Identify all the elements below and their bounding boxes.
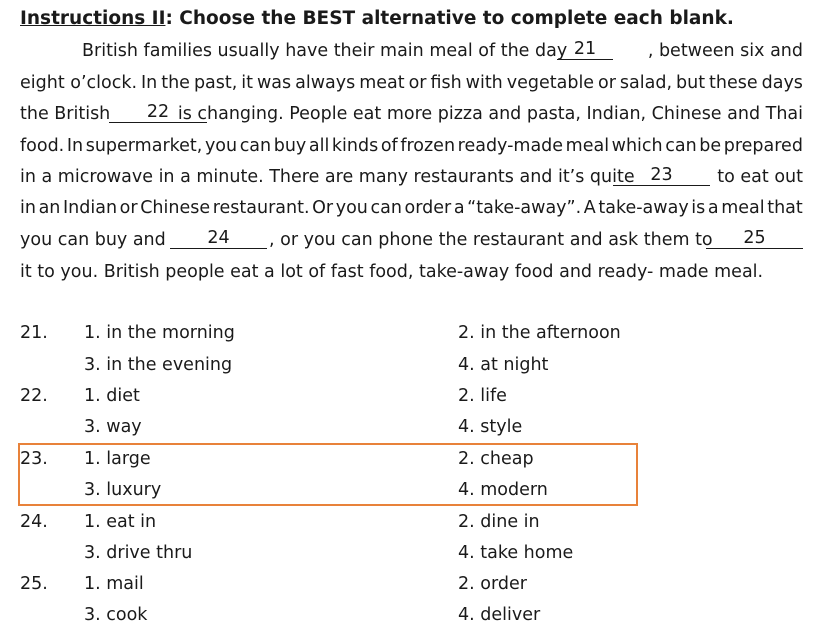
instructions-heading [20,8,734,29]
blank-number: 24 [207,228,230,248]
passage-word: be [699,136,722,156]
passage-word: meal [721,198,765,218]
option-2: 2. order [458,574,527,594]
passage-word: that [767,198,803,218]
option-4: 4. take home [458,543,574,563]
passage-line-6 [20,196,803,220]
blank-21 [557,39,613,60]
blank-number: 21 [573,39,597,59]
passage-word: meal [565,136,610,156]
option-3: 3. way [84,417,142,437]
option-2: 2. dine in [458,512,540,532]
option-1: 1. large [84,449,151,469]
passage-text: to eat out [717,167,803,187]
passage-word: it [241,73,254,93]
option-4: 4. at night [458,355,549,375]
option-2: 2. life [458,386,507,406]
passage-word: vegetable [506,73,595,93]
question-23-highlight-box [18,443,638,506]
passage-word: or [119,198,138,218]
question-number: 22. [20,386,48,406]
passage-word: a [707,198,719,218]
passage-word: “take-away”. [467,198,582,218]
heading-label: Instructions II [20,8,166,29]
option-3: 3. in the evening [84,355,233,375]
passage-line-5 [20,165,803,189]
passage-word: eight o’clock. [20,73,138,93]
passage-word: Indian [63,198,118,218]
option-2: 2. cheap [458,449,534,469]
option-3: 3. luxury [84,480,162,500]
passage-text: , between six and [647,41,803,61]
passage-word: a [453,198,465,218]
passage-word: an [38,198,61,218]
passage-word: days [761,73,803,93]
passage-word: food. [20,136,65,156]
passage-line-7 [20,228,803,252]
passage-word: A [583,198,596,218]
passage-word: order [404,198,452,218]
option-1: 1. diet [84,386,140,406]
option-1: 1. mail [84,574,144,594]
passage-text: in a microwave in a minute. There are many restaurants and it’s quite [20,167,635,187]
passage-word: In [66,136,84,156]
passage-word: or [598,73,616,93]
option-3: 3. drive thru [84,543,193,563]
passage-word: of [380,136,398,156]
passage-word: Chinese [140,198,211,218]
blank-23 [613,165,710,186]
blank-25 [706,228,803,249]
question-number: 21. [20,323,48,343]
passage-word: but [676,73,706,93]
passage-line-8 [20,260,803,284]
passage-word: kinds [331,136,379,156]
passage-text: you can buy and [20,230,166,250]
passage-line-3 [20,102,803,126]
passage-word: past, [193,73,238,93]
passage-word: with [465,73,503,93]
passage-text: is changing. People eat more pizza and pasta, Indian, Chinese and Thai [177,104,803,124]
passage-word: in [20,198,36,218]
passage-word: all [308,136,330,156]
passage-word: was [256,73,292,93]
passage-word: can [370,198,402,218]
passage-word: can [665,136,697,156]
passage-text: the British [20,104,111,124]
passage-word: always [295,73,356,93]
passage-word: supermarket, [85,136,203,156]
passage-word: take-away [598,198,689,218]
passage-word: prepared [723,136,803,156]
passage-text: , or you can phone the restaurant and ask them to [269,230,713,250]
option-4: 4. deliver [458,605,541,625]
heading-text: : Choose the BEST alternative to complete each blank. [165,8,734,29]
passage-word: you [335,198,368,218]
passage-line-1 [20,39,803,63]
passage-word: ready-made [457,136,564,156]
passage-word: can [239,136,272,156]
passage-word: salad, [619,73,673,93]
question-number: 25. [20,574,48,594]
passage-word: restaurant. [212,198,310,218]
passage-line-4 [20,134,803,158]
option-1: 1. eat in [84,512,157,532]
passage-line-2 [20,71,803,95]
passage-word: you [204,136,238,156]
passage-word: Or [312,198,334,218]
passage-word: is [691,198,706,218]
option-1: 1. in the morning [84,323,235,343]
passage-word: or [408,73,427,93]
passage-text: British families usually have their main meal of the day [82,41,568,61]
option-2: 2. in the afternoon [458,323,621,343]
passage-word: these [709,73,758,93]
passage-word: buy [273,136,307,156]
option-4: 4. style [458,417,523,437]
question-number: 23. [20,449,48,469]
passage-word: fish [430,73,462,93]
question-number: 24. [20,512,48,532]
blank-number: 23 [650,165,673,185]
passage-word: meat [359,73,405,93]
blank-24 [170,228,267,249]
passage-word: the [161,73,190,93]
passage-word: which [611,136,663,156]
blank-number: 22 [146,102,170,122]
passage-word: In [141,73,158,93]
passage-text: it to you. British people eat a lot of fast food, take-away food and ready- made meal. [20,262,764,282]
passage-word: frozen [400,136,456,156]
option-3: 3. cook [84,605,148,625]
blank-number: 25 [743,228,766,248]
option-4: 4. modern [458,480,548,500]
